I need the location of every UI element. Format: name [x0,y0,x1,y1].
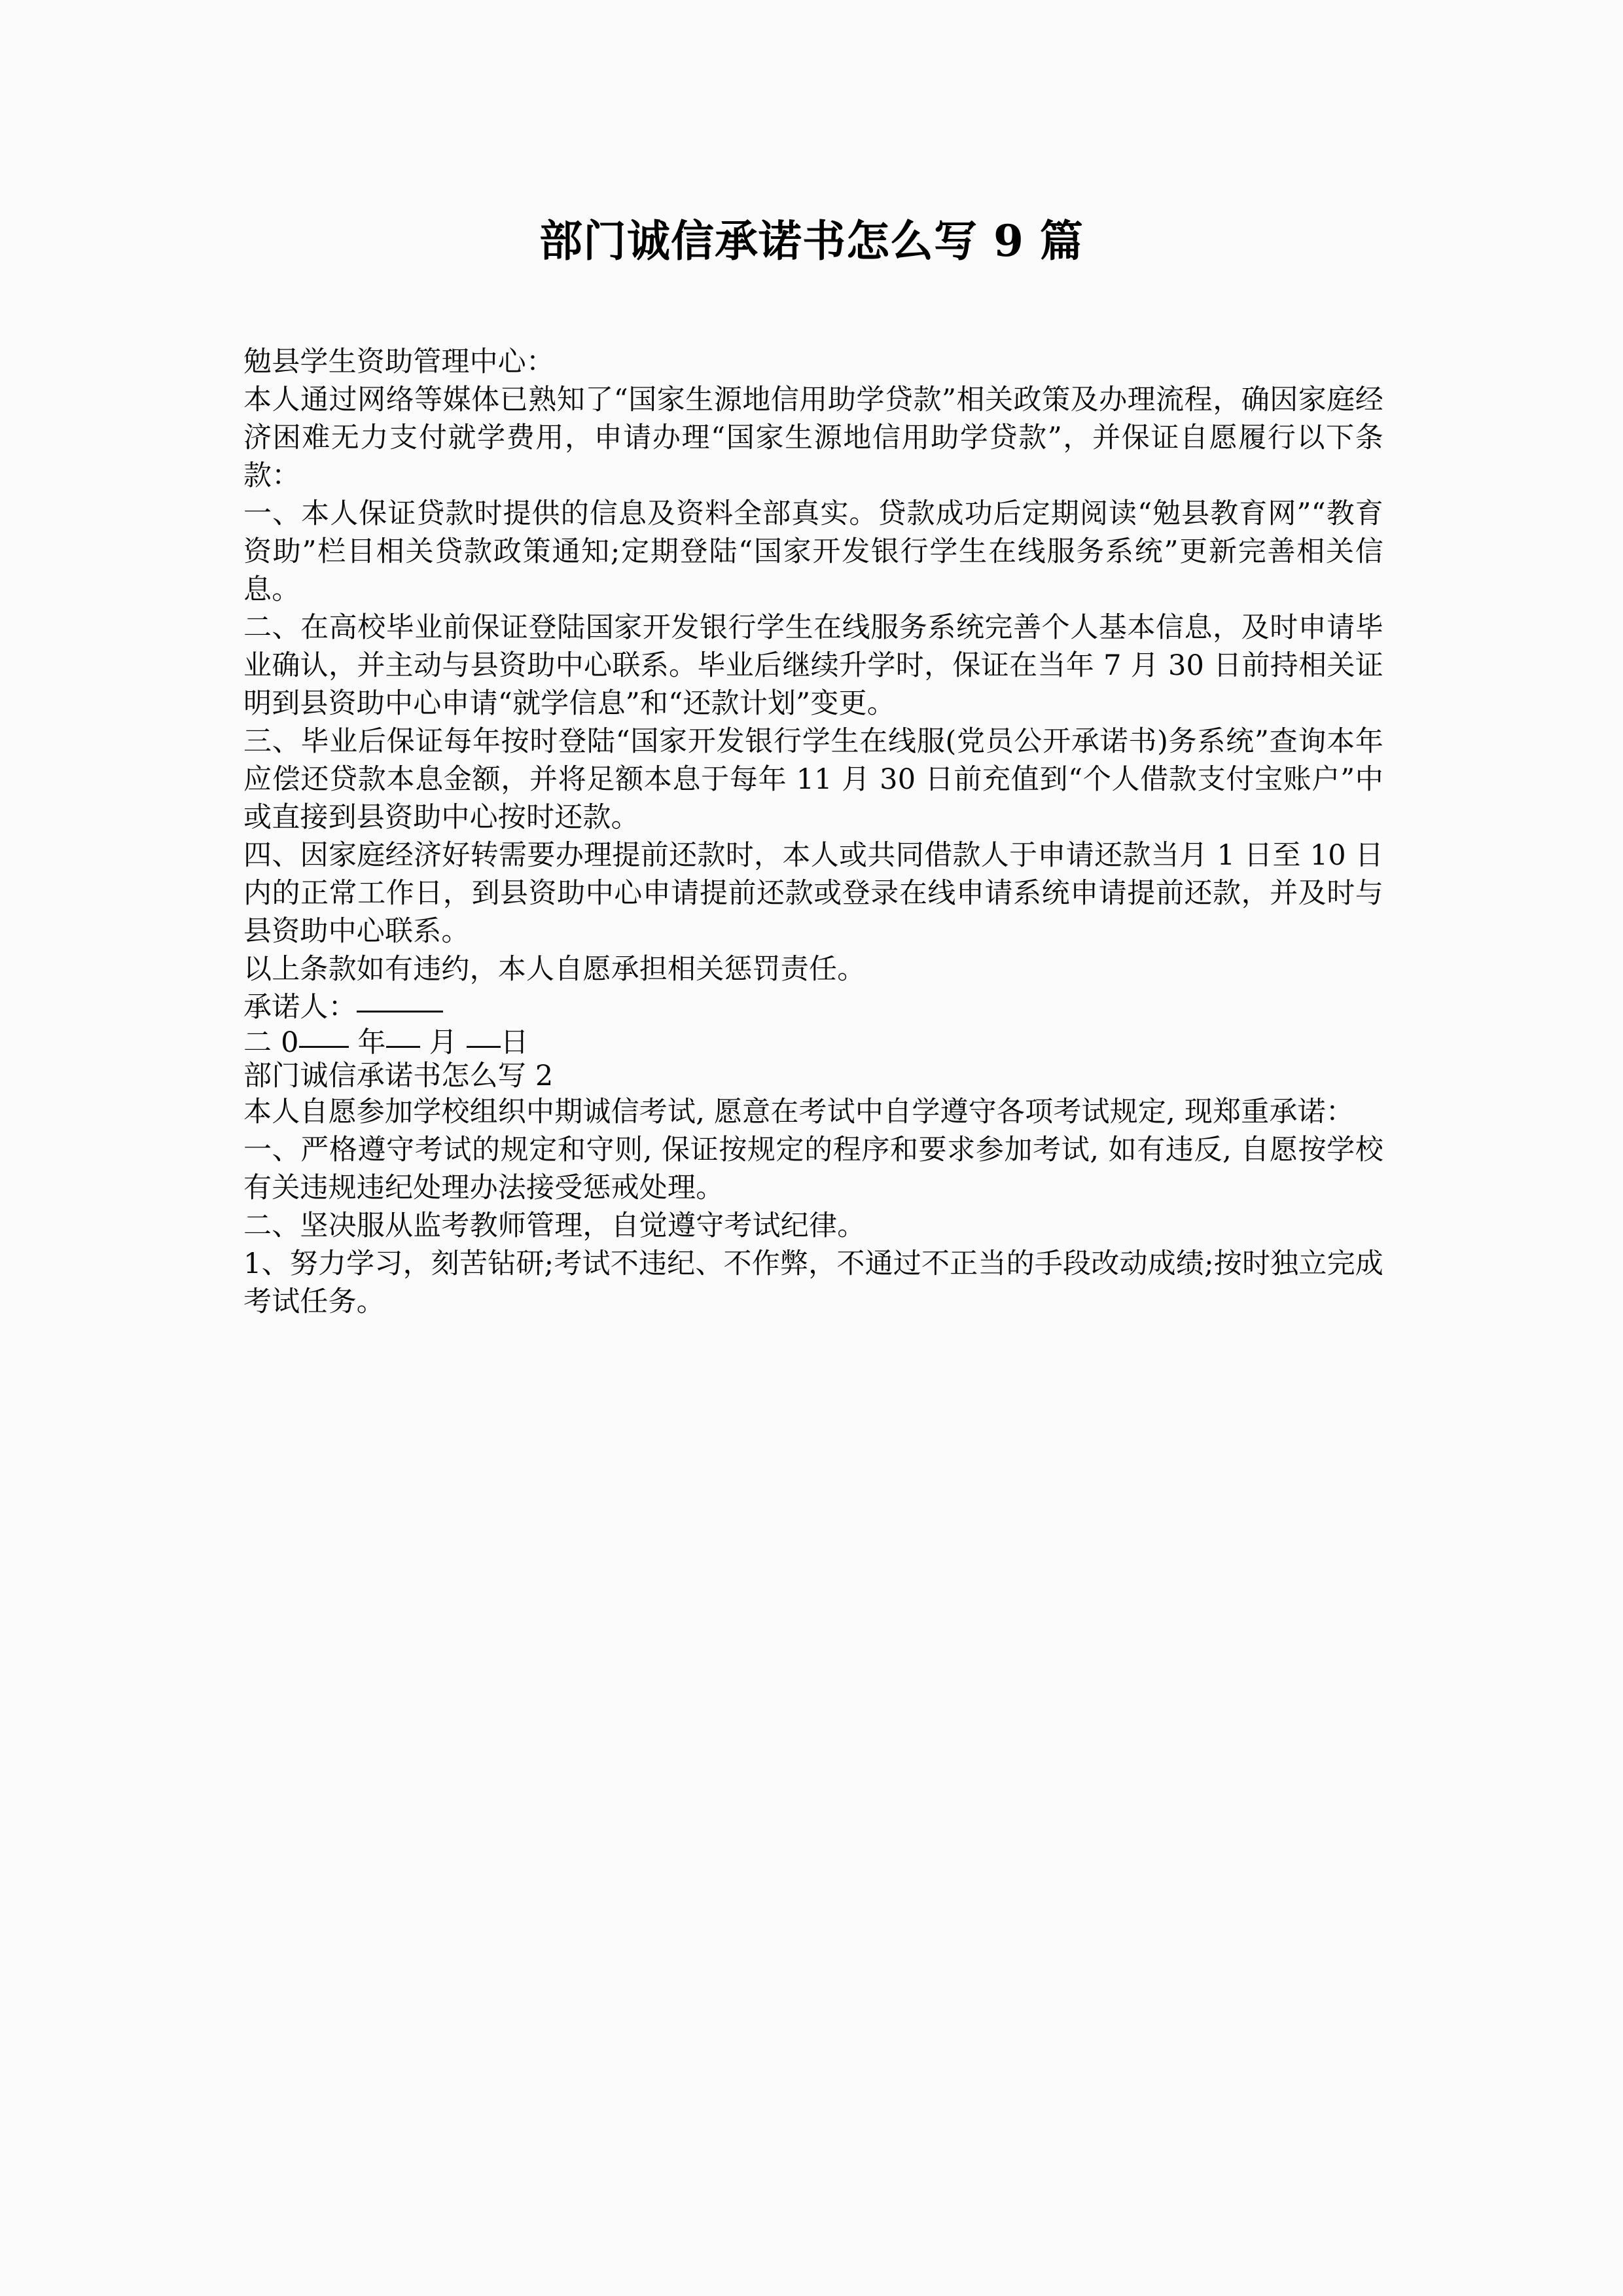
date-day-blank [467,1046,501,1048]
signer-blank [357,1011,443,1013]
date-line [243,1026,1383,1060]
section-2-clause-2-paragraph: 二、坚决服从监考教师管理，自觉遵守考试纪律。 [243,1210,866,1242]
page-title: 部门诚信承诺书怎么写 9 篇 [539,215,1084,267]
section-2-clause-3-paragraph: 1、努力学习，刻苦钻研;考试不违纪、不作弊，不通过不正当的手段改动成绩;按时独立完成考试任务。 [243,1247,1383,1318]
date-day-unit: 日 [500,1026,529,1059]
section-2-clause-1-paragraph: 一、严格遵守考试的规定和守则, 保证按规定的程序和要求参加考试, 如有违反, 自愿按学校有关违规违纪处理办法接受惩戒处理。 [243,1134,1383,1204]
document-body [243,343,1383,1321]
clause-2-paragraph: 二、在高校毕业前保证登陆国家开发银行学生在线服务系统完善个人基本信息，及时申请毕业确认，并主动与县资助中心联系。毕业后继续升学时，保证在当年 7 月 30 日前持相关证明到县资助中心申请“就学信息”和“还款计划”变更。 [243,611,1383,720]
clause-1-paragraph: 一、本人保证贷款时提供的信息及资料全部真实。贷款成功后定期阅读“勉县教育网”“教育资助”栏目相关贷款政策通知;定期登陆“国家开发银行学生在线服务系统”更新完善相关信息。 [243,497,1383,606]
signer-label: 承诺人： [243,991,357,1024]
date-year-blank [299,1046,349,1048]
clause-4-paragraph: 四、因家庭经济好转需要办理提前还款时，本人或共同借款人于申请还款当月 1 日至 10 日内的正常工作日，到县资助中心申请提前还款或登录在线申请系统申请提前还款，并及时与县资助中心联系。 [243,839,1383,948]
section-2-heading: 部门诚信承诺书怎么写 2 [243,1060,554,1092]
section-2-intro-paragraph: 本人自愿参加学校组织中期诚信考试, 愿意在考试中自学遵守各项考试规定, 现郑重承诺： [243,1096,1355,1128]
salutation-line: 勉县学生资助管理中心： [243,346,555,378]
signer-line [243,988,1383,1026]
date-month-blank [386,1046,420,1048]
date-prefix: 二 0 [243,1026,299,1059]
date-year-unit: 年 [357,1026,386,1059]
intro-paragraph: 本人通过网络等媒体已熟知了“国家生源地信用助学贷款”相关政策及办理流程，确因家庭经济困难无力支付就学费用，申请办理“国家生源地信用助学贷款”，并保证自愿履行以下条款： [243,384,1383,492]
closing-paragraph: 以上条款如有违约，本人自愿承担相关惩罚责任。 [243,953,866,986]
clause-3-paragraph: 三、毕业后保证每年按时登陆“国家开发银行学生在线服(党员公开承诺书)务系统”查询本年应偿还贷款本息金额，并将足额本息于每年 11 月 30 日前充值到“个人借款支付宝账户”中或直接到县资助中心按时还款。 [243,725,1383,834]
date-month-unit: 月 [429,1026,457,1059]
